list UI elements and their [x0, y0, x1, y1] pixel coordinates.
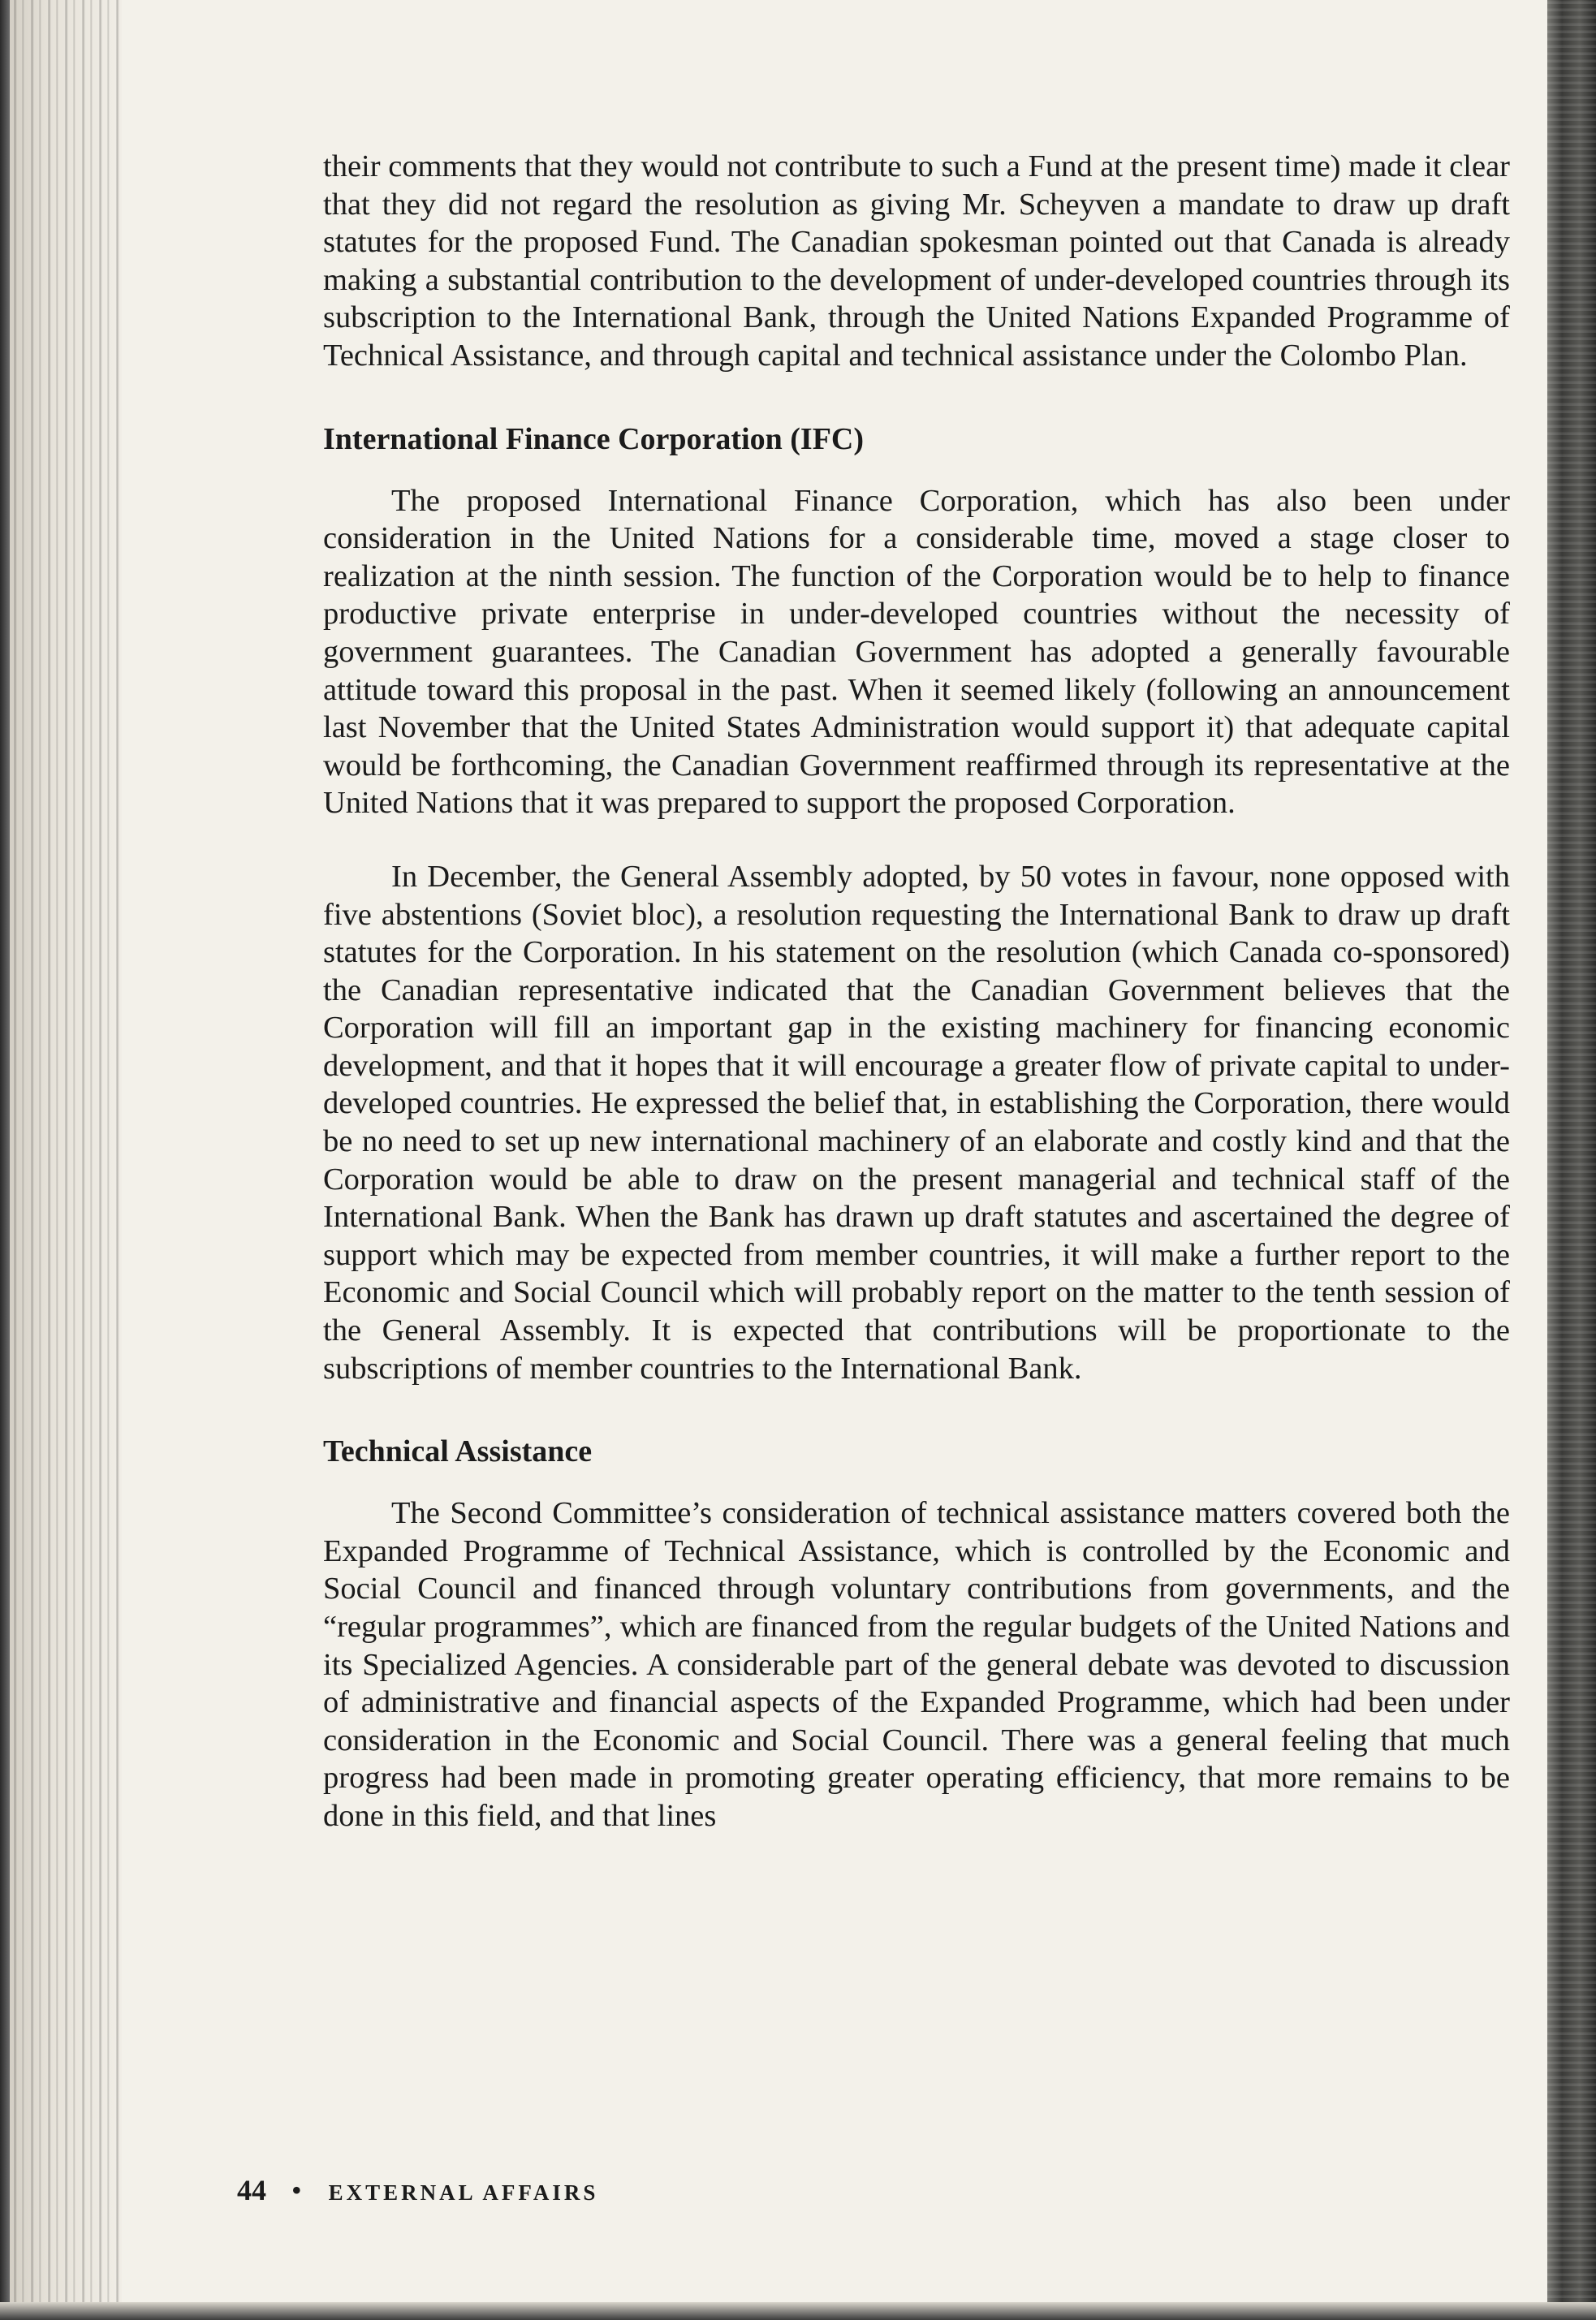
heading-technical-assistance: Technical Assistance	[323, 1434, 593, 1469]
paragraph-fund-contributions: their comments that they would not contribute to such a Fund at the present time) made it clear that they did not regard the resolution as giving Mr. Scheyven a mandate to draw up draft statutes for the proposed Fund. The Canadian spokesman pointed out that Canada is already making a substantial contribution to the development of under-developed countries through its subscription to the International Bank, through the United Nations Expanded Programme of Technical Assistance, and through capital and technical assistance under the Colombo Plan.	[323, 149, 1510, 373]
scan-bottom-edge	[0, 2302, 1596, 2320]
publication-name: EXTERNAL AFFAIRS	[328, 2180, 599, 2205]
page-footer	[237, 2174, 598, 2209]
page-number: 44	[237, 2174, 266, 2206]
footer-separator: •	[291, 2174, 302, 2206]
paragraph-ifc-resolution: In December, the General Assembly adopted, by 50 votes in favour, none opposed with five abstentions (Soviet bloc), a resolution requesting the International Bank to draw up draft statutes for the Corporation. In his statement on the resolution (which Canada co-sponsored) the Canadian representative indicated that the Canadian Government believes that the Corporation will fill an important gap in the existing machinery for financing economic development, and that it hopes that it will encourage a greater flow of private capital to under-developed countries. He expressed the belief that, in establishing the Corporation, there would be no need to set up new international machinery of an elaborate and costly kind and that the Corporation would be able to draw on the present managerial and technical staff of the International Bank. When the Bank has drawn up draft statutes and ascertained the degree of support which may be expected from member countries, it will make a further report to the Economic and Social Council which will probably report on the matter to the tenth session of the General Assembly. It is expected that contributions will be proportionate to the subscriptions of member countries to the International Bank.	[323, 859, 1510, 1386]
heading-ifc: International Finance Corporation (IFC)	[323, 421, 865, 456]
page-edge	[1547, 0, 1596, 2320]
paragraph-technical-assistance: The Second Committee’s consideration of technical assistance matters covered both the Expanded Programme of Technical Assistance, which is controlled by the Economic and Social Council and financed through voluntary contributions from governments, and the “regular programmes”, which are financed from the regular budgets of the United Nations and its Specialized Agencies. A considerable part of the general debate was devoted to discussion of administrative and financial aspects of the Expanded Programme, which had been under consideration in the Economic and Social Council. There was a general feeling that much progress had been made in promoting greater operating efficiency, that more remains to be done in this field, and that lines	[323, 1496, 1510, 1833]
paragraph-ifc-proposal: The proposed International Finance Corporation, which has also been under consideration in the United Nations for a considerable time, moved a stage closer to realization at the ninth session. The function of the Corporation would be to help to finance productive private enterprise in under-developed countries without the necessity of government guarantees. The Canadian Government has adopted a generally favourable attitude toward this proposal in the past. When it seemed likely (following an announcement last November that the United States Administration would support it) that adequate capital would be forthcoming, the Canadian Government reaffirmed through its representative at the United Nations that it was prepared to support the proposed Corporation.	[323, 483, 1510, 821]
binding-gutter	[0, 0, 122, 2320]
page-text	[323, 148, 1510, 1835]
binding-edge	[0, 0, 10, 2320]
